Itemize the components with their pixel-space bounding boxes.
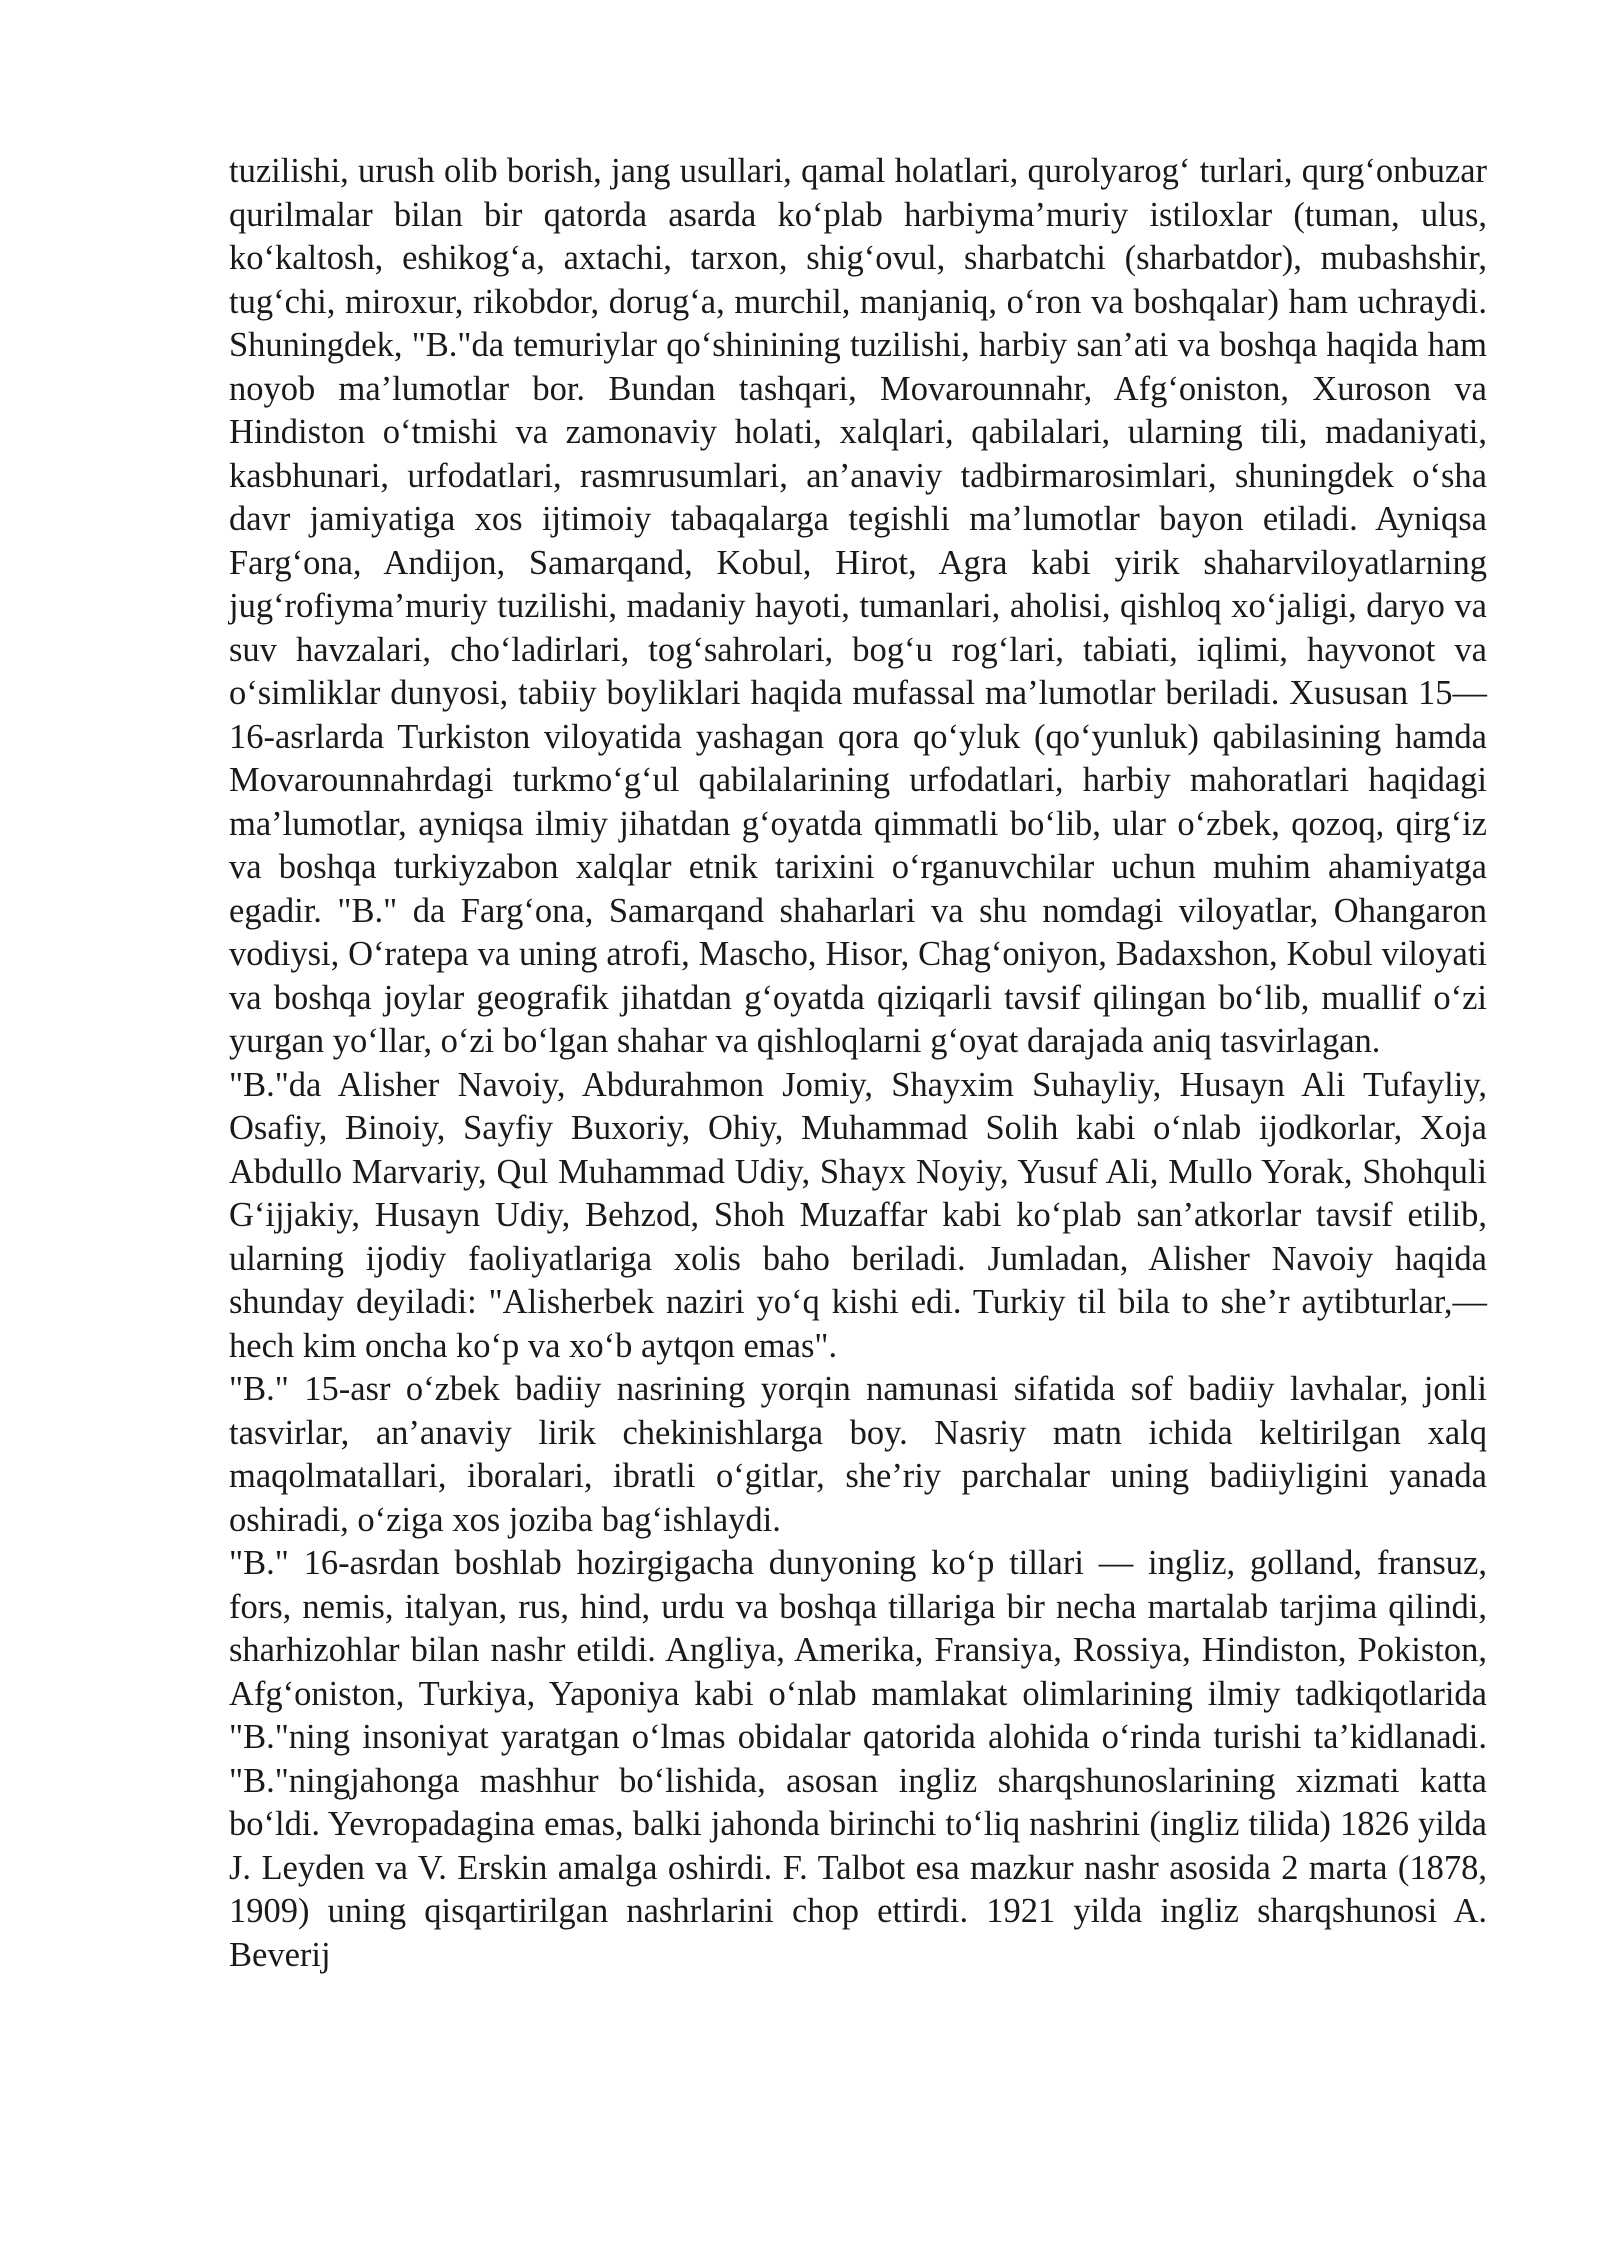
paragraph-geography: tuzilishi, urush olib borish, jang usullari, qamal holatlari, qurolyarog‘ turlari, qurg‘onbuzar qurilmalar bilan bir qatorda asarda ko‘plab harbiyma’muriy istiloxlar (tuman, ulus, ko‘kaltosh, eshikog‘a, axtachi, tarxon, shig‘ovul, sharbatchi (sharbatdor), mubashshir, tug‘chi, miroxur, rikobdor, dorug‘a, murchil, manjaniq, o‘ron va boshqalar) ham uchraydi. Shuningdek, "B."da temuriylar qo‘shinining tuzilishi, harbiy san’ati va boshqa haqida ham noyob ma’lumotlar bor. Bundan tashqari, Movarounnahr, Afg‘oniston, Xuroson va Hindiston o‘tmishi va zamonaviy holati, xalqlari, qabilalari, ularning tili, madaniyati, kasbhunari, urfodatlari, rasmrusumlari, an’anaviy tadbirmarosimlari, shuningdek o‘sha davr jamiyatiga xos ijtimoiy tabaqalarga tegishli ma’lumotlar bayon etiladi. Ayniqsa Farg‘ona, Andijon, Samarqand, Kobul, Hirot, Agra kabi yirik shaharviloyatlarning jug‘rofiyma’muriy tuzilishi, madaniy hayoti, tumanlari, aholisi, qishloq xo‘jaligi, daryo va suv havzalari, cho‘ladirlari, tog‘sahrolari, bog‘u rog‘lari, tabiati, iqlimi, hayvonot va o‘simliklar dunyosi, tabiiy boyliklari haqida mufassal ma’lumotlar beriladi. Xususan 15—16-asrlarda Turkiston viloyatida yashagan qora qo‘yluk (qo‘yunluk) qabilasining hamda Movarounnahrdagi turkmo‘g‘ul qabilalarining urfodatlari, harbiy mahoratlari haqidagi ma’lumotlar, ayniqsa ilmiy jihatdan g‘oyatda qimmatli bo‘lib, ular o‘zbek, qozoq, qirg‘iz va boshqa turkiyzabon xalqlar etnik tarixini o‘rganuvchilar uchun muhim ahamiyatga egadir. "B." da Farg‘ona, Samarqand shaharlari va shu nomdagi viloyatlar, Ohangaron vodiysi, O‘ratepa va uning atrofi, Mascho, Hisor, Chag‘oniyon, Badaxshon, Kobul viloyati va boshqa joylar geografik jihatdan g‘oyatda qiziqarli tavsif qilingan bo‘lib, muallif o‘zi yurgan yo‘llar, o‘zi bo‘lgan shahar va qishloqlarni g‘oyat darajada aniq tasvirlagan. xyxy=(229,152,1487,1060)
body-text xyxy=(229,150,1487,1977)
paragraph-translations: "B." 16-asrdan boshlab hozirgigacha dunyoning ko‘p tillari — ingliz, golland, fransuz, fors, nemis, italyan, rus, hind, urdu va boshqa tillariga bir necha martalab tarjima qilindi, sharhizohlar bilan nashr etildi. Angliya, Amerika, Fransiya, Rossiya, Hindiston, Pokiston, Afg‘oniston, Turkiya, Yaponiya kabi o‘nlab mamlakat olimlarining ilmiy tadkiqotlarida "B."ning insoniyat yaratgan o‘lmas obidalar qatorida alohida o‘rinda turishi ta’kidlanadi. "B."ningjahonga mashhur bo‘lishida, asosan ingliz sharqshunoslarining xizmati katta bo‘ldi. Yevropadagina emas, balki jahonda birinchi to‘liq nashrini (ingliz tilida) 1826 yilda J. Leyden va V. Erskin amalga oshirdi. F. Talbot esa mazkur nashr asosida 2 marta (1878, 1909) uning qisqartirilgan nashrlarini chop ettirdi. 1921 yilda ingliz sharqshunosi A. Beverij xyxy=(229,1544,1487,1974)
paragraph-poets: "B."da Alisher Navoiy, Abdurahmon Jomiy, Shayxim Suhayliy, Husayn Ali Tufayliy, Osafiy, Binoiy, Sayfiy Buxoriy, Ohiy, Muhammad Solih kabi o‘nlab ijodkorlar, Xoja Abdullo Marvariy, Qul Muhammad Udiy, Shayx Noyiy, Yusuf Ali, Mullo Yorak, Shohquli G‘ijjakiy, Husayn Udiy, Behzod, Shoh Muzaffar kabi ko‘plab san’atkorlar tavsif etilib, ularning ijodiy faoliyatlariga xolis baho beriladi. Jumladan, Alisher Navoiy haqida shunday deyiladi: "Alisherbek naziri yo‘q kishi edi. Turkiy til bila to she’r aytibturlar,— hech kim oncha ko‘p va xo‘b aytqon emas". xyxy=(229,1065,1487,1365)
paragraph-prose: "B." 15-asr o‘zbek badiiy nasrining yorqin namunasi sifatida sof badiiy lavhalar, jonli tasvirlar, an’anaviy lirik chekinishlarga boy. Nasriy matn ichida keltirilgan xalq maqolmatallari, iboralari, ibratli o‘gitlar, she’riy parchalar uning badiiyligini yanada oshiradi, o‘ziga xos joziba bag‘ishlaydi. xyxy=(229,1370,1487,1539)
